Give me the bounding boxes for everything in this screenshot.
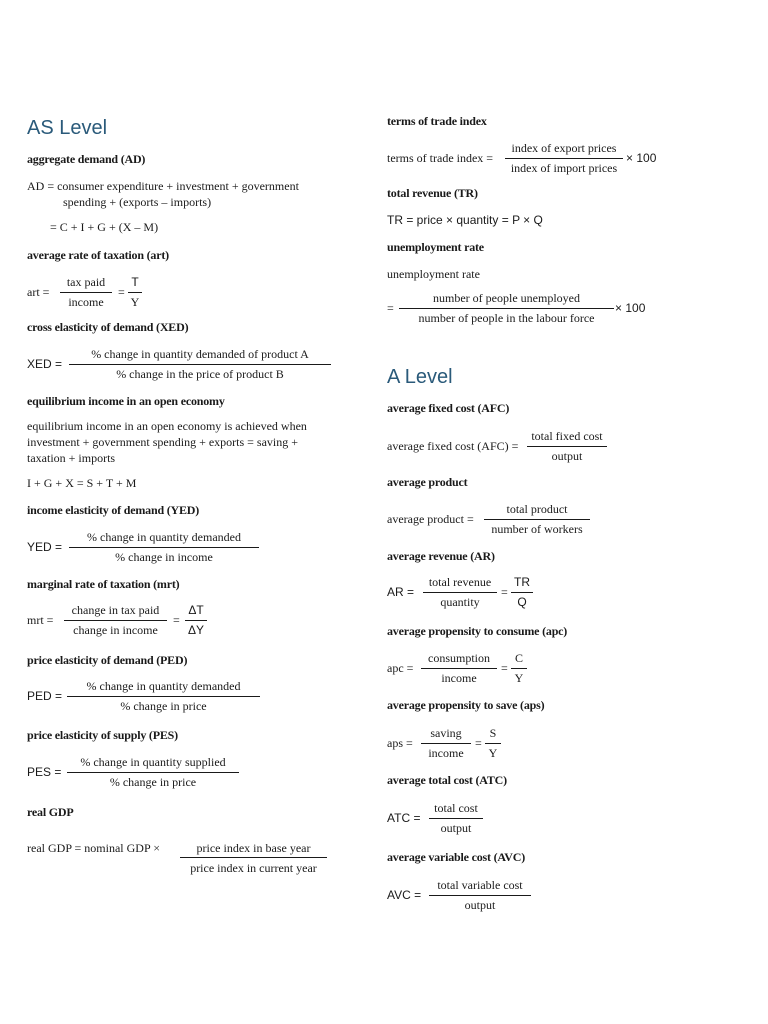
- afc-numerator: total fixed cost: [531, 429, 603, 443]
- ar-denominator-1: quantity: [440, 595, 480, 609]
- pes-numerator: % change in quantity supplied: [80, 755, 226, 769]
- aps-denominator-2: Y: [488, 746, 498, 760]
- aps-heading: average propensity to save (aps): [387, 698, 545, 712]
- ar-equals: =: [501, 585, 508, 599]
- art-equals: =: [118, 285, 125, 299]
- pes-lhs: PES =: [27, 765, 62, 779]
- fraction-bar: [485, 743, 501, 744]
- avc-heading: average variable cost (AVC): [387, 850, 526, 864]
- art-formula: [27, 276, 157, 308]
- fraction-bar: [511, 668, 527, 669]
- pes-denominator: % change in price: [109, 775, 197, 789]
- apc-denominator-1: income: [441, 671, 477, 685]
- art-lhs: art =: [27, 285, 50, 299]
- fraction-bar: [429, 818, 483, 819]
- ad-formula-line2: spending + (exports – imports): [63, 195, 212, 209]
- avc-numerator: total variable cost: [437, 878, 523, 892]
- unemployment-denominator: number of people in the labour force: [418, 311, 595, 325]
- fraction-bar: [64, 620, 167, 621]
- pes-formula: [27, 756, 242, 788]
- aps-denominator-1: income: [428, 746, 464, 760]
- mrt-heading: marginal rate of taxation (mrt): [27, 577, 180, 591]
- avc-denominator: output: [464, 898, 496, 912]
- ar-heading: average revenue (AR): [387, 549, 495, 563]
- ad-heading: aggregate demand (AD): [27, 152, 146, 166]
- yed-lhs: YED =: [27, 540, 63, 554]
- aps-lhs: aps =: [387, 736, 413, 750]
- yed-numerator: % change in quantity demanded: [87, 530, 241, 544]
- mrt-lhs: mrt =: [27, 613, 54, 627]
- xed-numerator: % change in quantity demanded of product A: [91, 347, 309, 361]
- tot-lhs: terms of trade index =: [387, 151, 494, 165]
- tr-heading: total revenue (TR): [387, 186, 478, 200]
- equilibrium-income-line2: investment + government spending + exports = saving +: [27, 435, 299, 449]
- fraction-bar: [67, 772, 239, 773]
- tr-formula: TR = price × quantity = P × Q: [387, 213, 543, 227]
- afc-lhs: average fixed cost (AFC) =: [387, 439, 519, 453]
- fraction-bar: [185, 620, 207, 621]
- avc-formula: [387, 879, 537, 911]
- xed-heading: cross elasticity of demand (XED): [27, 320, 189, 334]
- fraction-bar: [69, 364, 331, 365]
- apc-heading: average propensity to consume (apc): [387, 624, 568, 638]
- tot-formula: [387, 142, 662, 174]
- art-heading: average rate of taxation (art): [27, 248, 169, 262]
- unemployment-formula: [387, 292, 649, 324]
- xed-formula: [27, 348, 332, 380]
- ar-numerator-2: TR: [514, 575, 530, 589]
- apc-numerator-1: consumption: [428, 651, 490, 665]
- aps-numerator-2: S: [489, 726, 497, 740]
- apc-numerator-2: C: [514, 651, 523, 665]
- ped-numerator: % change in quantity demanded: [86, 679, 241, 693]
- fraction-bar: [399, 308, 614, 309]
- average-product-lhs: average product =: [387, 512, 474, 526]
- ped-lhs: PED =: [27, 689, 63, 703]
- fraction-bar: [60, 292, 112, 293]
- unemployment-rhs: × 100: [615, 301, 646, 315]
- equilibrium-income-heading: equilibrium income in an open economy: [27, 394, 225, 408]
- mrt-formula: [27, 604, 217, 636]
- ar-formula: [387, 576, 537, 608]
- ad-formula-line3: = C + I + G + (X – M): [50, 220, 159, 234]
- aps-formula: [387, 727, 507, 759]
- fraction-bar: [421, 668, 497, 669]
- fraction-bar: [128, 292, 142, 293]
- real-gdp-numerator: price index in base year: [196, 841, 311, 855]
- xed-denominator: % change in the price of product B: [116, 367, 284, 381]
- afc-formula: [387, 430, 612, 462]
- art-denominator-2: Y: [130, 295, 140, 309]
- unemployment-label: unemployment rate: [387, 267, 480, 281]
- ped-denominator: % change in price: [120, 699, 207, 713]
- atc-lhs: ATC =: [387, 811, 421, 825]
- fraction-bar: [69, 547, 259, 548]
- aps-numerator-1: saving: [430, 726, 462, 740]
- art-numerator-2: T: [131, 275, 139, 289]
- ar-denominator-2: Q: [517, 595, 527, 609]
- average-product-denominator: number of workers: [491, 522, 583, 536]
- equilibrium-income-line1: equilibrium income in an open economy is achieved when: [27, 419, 307, 433]
- atc-formula: [387, 802, 487, 834]
- mrt-equals: =: [173, 613, 180, 627]
- xed-lhs: XED =: [27, 357, 63, 371]
- fraction-bar: [423, 592, 497, 593]
- tot-numerator: index of export prices: [511, 141, 617, 155]
- mrt-denominator-1: change in income: [73, 623, 158, 637]
- fraction-bar: [511, 592, 533, 593]
- fraction-bar: [505, 158, 623, 159]
- pes-heading: price elasticity of supply (PES): [27, 728, 178, 742]
- ped-formula: [27, 680, 262, 712]
- ad-formula-line1: AD = consumer expenditure + investment + government: [27, 179, 299, 193]
- fraction-bar: [484, 519, 590, 520]
- mrt-numerator-2: ΔT: [188, 603, 204, 617]
- unemployment-heading: unemployment rate: [387, 240, 484, 254]
- real-gdp-denominator: price index in current year: [190, 861, 317, 875]
- equilibrium-income-line3: taxation + imports: [27, 451, 116, 465]
- ar-lhs: AR =: [387, 585, 415, 599]
- afc-heading: average fixed cost (AFC): [387, 401, 510, 415]
- yed-formula: [27, 531, 262, 563]
- yed-heading: income elasticity of demand (YED): [27, 503, 200, 517]
- fraction-bar: [429, 895, 531, 896]
- apc-lhs: apc =: [387, 661, 414, 675]
- fraction-bar: [67, 696, 260, 697]
- ped-heading: price elasticity of demand (PED): [27, 653, 188, 667]
- average-product-numerator: total product: [506, 502, 568, 516]
- real-gdp-lhs: real GDP = nominal GDP ×: [27, 841, 160, 855]
- fraction-bar: [527, 446, 607, 447]
- art-numerator-1: tax paid: [66, 275, 106, 289]
- atc-numerator: total cost: [434, 801, 478, 815]
- apc-denominator-2: Y: [514, 671, 524, 685]
- average-product-heading: average product: [387, 475, 468, 489]
- art-denominator-1: income: [68, 295, 104, 309]
- tot-rhs: × 100: [626, 151, 657, 165]
- atc-denominator: output: [440, 821, 472, 835]
- average-product-formula: [387, 503, 592, 535]
- as-level-title: AS Level: [27, 117, 108, 139]
- aps-equals: =: [475, 736, 482, 750]
- equilibrium-income-identity: I + G + X = S + T + M: [27, 476, 137, 490]
- tot-heading: terms of trade index: [387, 114, 487, 128]
- a-level-title: A Level: [387, 366, 453, 388]
- tot-denominator: index of import prices: [510, 161, 618, 175]
- mrt-numerator-1: change in tax paid: [71, 603, 160, 617]
- atc-heading: average total cost (ATC): [387, 773, 507, 787]
- ar-numerator-1: total revenue: [428, 575, 492, 589]
- yed-denominator: % change in income: [115, 550, 213, 564]
- unemployment-numerator: number of people unemployed: [433, 291, 580, 305]
- fraction-bar: [180, 857, 327, 858]
- avc-lhs: AVC =: [387, 888, 422, 902]
- mrt-denominator-2: ΔY: [187, 623, 205, 637]
- afc-denominator: output: [551, 449, 583, 463]
- apc-equals: =: [501, 661, 508, 675]
- apc-formula: [387, 652, 532, 684]
- fraction-bar: [421, 743, 471, 744]
- real-gdp-heading: real GDP: [27, 805, 74, 819]
- unemployment-lhs: =: [387, 301, 394, 315]
